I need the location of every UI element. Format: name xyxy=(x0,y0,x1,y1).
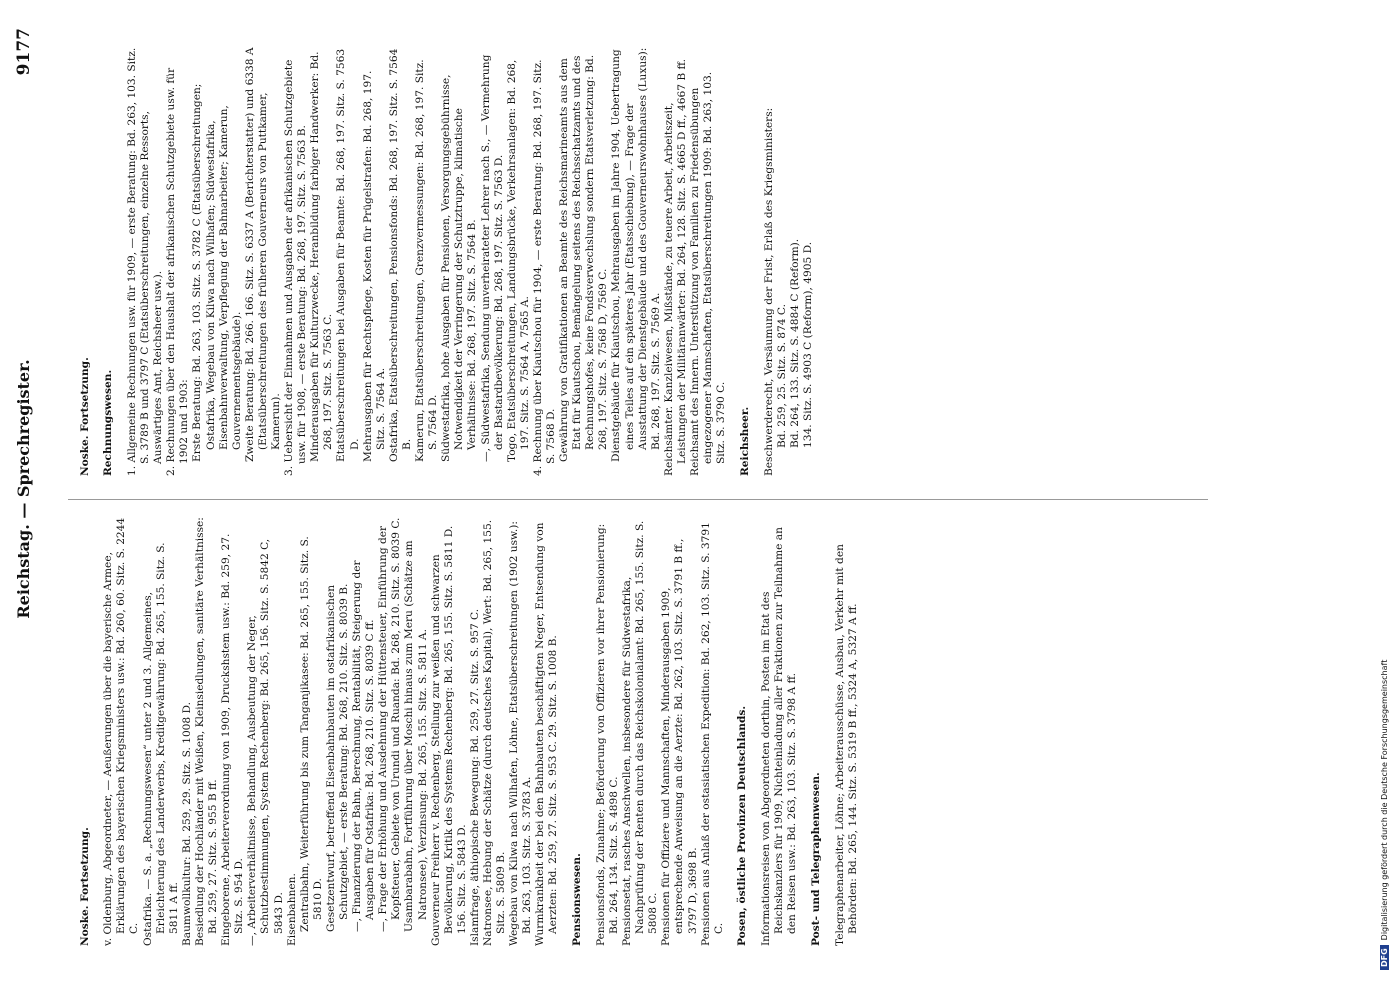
register-entry: Besiedlung der Hochländer mit Weißen, Kleinsiedlungen, sanitäre Verhältnisse: Bd. 259, 27. Sitz. S. 955 B ff. xyxy=(193,517,220,946)
page-header xyxy=(14,24,48,954)
register-entry: 1. Allgemeine Rechnungen usw. für 1909, — erste Beratung: Bd. 263, 103. Sitz. S. 3789 B und 3797 C (Etatsüberschreitungen, einzelne Ressorts, Auswärtiges Amt, Reichsheer usw.). xyxy=(125,47,165,476)
register-entry: Bd. 264, 133. Sitz. S. 4884 C (Reform). xyxy=(788,238,801,448)
register-entry: Eingeborene, Arbeiterverordnung von 1909, Druckshstem usw.: Bd. 259, 27. Sitz. S. 954 D. xyxy=(220,533,246,946)
left-column xyxy=(68,516,860,946)
register-entry: Pensionsetat, rasches Anschwellen, insbesondere für Südwestafrika, Nachprüfung der Renten durch das Reichskolonialamt: Bd. 265, 155. Sitz. S. 5808 C. xyxy=(621,520,660,946)
page-number: 9177 xyxy=(14,28,34,76)
register-entry: Baumwollkultur: Bd. 259, 29. Sitz. S. 1008 D. xyxy=(180,701,193,946)
register-entry: Kamerun, Etatsüberschreitungen, Grenzvermessungen: Bd. 268, 197. Sitz. S. 7564 D. xyxy=(414,59,440,462)
register-entry: Pensionsfonds, Zunahme; Beförderung von Offizieren vor ihrer Pensionierung: Bd. 264, 134. Sitz. S. 4898 C. xyxy=(594,523,620,946)
register-entry: Reichsamt des Innern. Unterstützung von Familien zu Friedensübungen eingezogener Mannschaften, Etatsüberschreitungen 1909: Bd. 263, 103. Sitz. S. 3790 C. xyxy=(689,71,728,476)
register-entry: —, Frage der Erhöhung und Ausdehnung der Hüttensteuer, Einführung der Kopfsteuer, Gebiete von Urundi und Ruanda: Bd. 268, 210. Sitz. S. 8039 C. xyxy=(377,517,403,932)
register-entry: Togo, Etatsüberschreitungen, Landungsbrücke, Verkehrsanlagen: Bd. 268, 197. Sitz. S. 7564 A, 7565 A. xyxy=(505,59,531,462)
credit-line xyxy=(1380,0,1394,970)
register-entry: Ostafrika. — S. a. „Rechnungswesen“ unter 2 und 3. Allgemeines, Erleichterung des Landerwerbs, Kreditgewährung: Bd. 265, 155. Sitz. S. 5811 A ff. xyxy=(141,542,180,946)
register-entry: Etatsüberschreitungen bei Ausgaben für Beamte: Bd. 268, 197. Sitz. S. 7563 D. xyxy=(335,48,361,462)
register-entry: 3. Uebersicht der Einnahmen und Ausgaben der afrikanischen Schutzgebiete usw. für 1908, — erste Beratung: Bd. 268, 197. Sitz. S. 7563 B. xyxy=(283,59,309,476)
register-entry: 4. Rechnung über Kiautschou für 1904, — erste Beratung: Bd. 268, 197. Sitz. S. 7568 D. xyxy=(531,59,557,476)
register-entry: Telegraphenarbeiter, Löhne; Arbeiterausschüsse, Ausbau, Verkehr mit den Behörden: Bd. 265, 144. Sitz. S. 5319 B ff., 5324 A, 5327 A ff. xyxy=(833,544,859,946)
register-entry: Eisenbahnen. xyxy=(285,873,298,946)
register-entry: Usambarabahn, Fortführung über Moschi hinaus zum Meru (Schätze am Natronsee), Verzinsung: Bd. 265, 155. Sitz. S. 5811 A. xyxy=(403,540,429,932)
register-entry: Mehrausgaben für Rechtspflege, Kosten für Prügelstrafen: Bd. 268, 197. Sitz. S. 7564 A. xyxy=(361,70,387,462)
page-title: Reichstag. — Sprechregister. xyxy=(14,359,33,619)
register-entry: Wegebau von Kilwa nach Wilhafen, Löhne, Etatsüberschreitungen (1902 usw.): Bd. 263, 103. Sitz. S. 3783 A. xyxy=(508,521,534,946)
register-entry: —, Finanzierung der Bahn, Berechnung, Rentabilität, Steigerung der Ausgaben für Ostafrika: Bd. 268, 210. Sitz. S. 8039 C ff. xyxy=(351,560,377,932)
register-entry: Reichsämter. Kanzleiwesen, Mißstände, zu teuere Arbeit, Arbeitszeit, Leistungen der Militäranwärter: Bd. 264, 128. Sitz. S. 4665 D ff., 4667 B ff. xyxy=(662,59,688,476)
register-entry: Beschwerderecht, Versäumung der Frist, Erlaß des Kriegsministers: xyxy=(762,107,775,476)
register-entry: —, Südwestafrika, Sendung unverheirateter Lehrer nach S., — Vermehrung der Bastardbevölkerung: Bd. 268, 197. Sitz. S. 7563 D. xyxy=(479,54,505,462)
section-heading: Post- und Telegraphenwesen. xyxy=(809,772,822,946)
register-entry: 134. Sitz. S. 4903 C (Reform), 4905 D. xyxy=(801,241,814,448)
register-entry: Erste Beratung: Bd. 263, 103. Sitz. S. 3782 C (Etatsüberschreitungen; Ostafrika, Wegebau von Kilwa nach Wilhafen; Südwestafrika, Eisenbahnverwaltung, Verpflegung der Bahnarbeiter; Kamerun, Gouvernementsgebäude). xyxy=(191,83,243,462)
register-entry: Wurmkrankheit der bei den Bahnbauten beschäftigten Neger, Entsendung von Aerzten: Bd. 259, 27. Sitz. S. 953 C. 29. Sitz. S. 1008 B. xyxy=(534,522,560,946)
register-entry: v. Oldenburg, Abgeordneter, — Aeußerungen über die bayerische Armee, Erklärungen des bayerischen Kriegsministers usw.: Bd. 260, 60. Sitz. S. 2244 C. xyxy=(102,517,141,946)
register-entry: Gewährung von Gratifikationen an Beamte des Reichsmarineamts aus dem Etat für Kiautschou, Bemängelung seitens des Reichsschatzamts und des Rechnungshofes, keine Fondsverwechslung sondern Etatsverletzung: Bd. 268, 197. Sitz. S. 7568 D, 7569 C. xyxy=(558,54,610,462)
register-entry: —, Arbeiterverhältnisse, Behandlung, Ausbeutung der Neger, Schutzbestimmungen, System Rechenberg: Bd. 265, 156. Sitz. S. 5842 C, 5843 D. xyxy=(246,538,285,946)
register-entry: Gouverneur Freiherr v. Rechenberg, Stellung zur weißen und schwarzen Bevölkerung, Kritik des Systems Rechenberg: Bd. 265, 155. Sitz. S. 5811 D. 156. Sitz. S. 5843 D. xyxy=(429,525,468,946)
register-entry: Pensionen für Offiziere und Mannschaften, Minderausgaben 1909, entsprechende Anweisung an die Aerzte: Bd. 262, 103. Sitz. S. 3791 B ff., 3797 D, 3698 B. xyxy=(660,538,699,946)
digitization-credit xyxy=(1362,0,1389,1000)
register-entry: Pensionen aus Anlaß der ostasiatischen Expedition: Bd. 262, 103. Sitz. S. 3791 C. xyxy=(699,522,725,946)
register-entry: 2. Rechnungen über den Haushalt der afrikanischen Schutzgebiete usw. für 1902 und 1903: xyxy=(165,67,191,476)
register-entry: Dienstgebäude für Kiautschou, Mehrausgaben im Jahre 1904, Uebertragung eines Teiles auf ein späteres Jahr (Etatsschiebung), — Frage der Ausstattung der Dienstgebäude und des Gouverneurswohnhauses (Luxus): Bd. 268, 197. Sitz. S. 7569 A. xyxy=(610,47,662,462)
section-heading: Posen, östliche Provinzen Deutschlands. xyxy=(736,705,749,946)
register-entry: Zentralbahn, Weiterführung bis zum Tanganjikasee: Bd. 265, 155. Sitz. S. 5810 D. xyxy=(298,536,324,932)
column-divider xyxy=(68,499,1208,500)
dfg-logo: DFG xyxy=(1380,945,1389,970)
credit-text: Digitalisierung gefördert durch die Deutsche Forschungsgemeinschaft xyxy=(1380,659,1389,941)
register-entry: Natronsee, Hebung der Schätze (durch deutsches Kapital), Wert: Bd. 265, 155. Sitz. S. 5809 B. xyxy=(482,519,508,946)
register-entry: Gesetzentwurf, betreffend Eisenbahnbauten im ostafrikanischen Schutzgebiet, — erste Beratung: Bd. 268, 210. Sitz. S. 8039 B. xyxy=(324,583,350,932)
section-heading: Reichsheer. xyxy=(738,406,751,476)
register-entry: Südwestafrika, hohe Ausgaben für Pensionen, Versorgungsgebührnisse, Notwendigkeit der Verringerung der Schutztruppe, klimatische Verhältnisse: Bd. 268, 197. Sitz. S. 7564 B. xyxy=(440,74,479,462)
register-entry: Zweite Beratung: Bd. 266. 166. Sitz. S. 6337 A (Berichterstatter) und 6338 A (Etatsüberschreitungen des früheren Gouverneurs von Puttkamer, Kamerun). xyxy=(243,47,282,462)
register-entry: Minderausgaben für Kulturzwecke, Heranbildung farbiger Handwerker: Bd. 268, 197. Sitz. S. 7563 C. xyxy=(309,51,335,462)
right-column xyxy=(68,46,815,476)
register-entry: Islamfrage, äthiopische Bewegung: Bd. 259, 27. Sitz. S. 957 C. xyxy=(468,608,481,946)
register-entry: Bd. 259, 25. Sitz. S. 874 C. xyxy=(775,304,788,448)
section-heading: Noske. Fortsetzung. xyxy=(78,827,91,946)
section-heading: Noske. Fortsetzung. xyxy=(78,357,91,476)
section-heading: Rechnungswesen. xyxy=(102,369,115,476)
register-entry: Ostafrika, Etatsüberschreitungen, Pensionsfonds: Bd. 268, 197. Sitz. S. 7564 B. xyxy=(387,48,413,462)
register-entry: Informationsreisen von Abgeordneten dorthin, Posten im Etat des Reichskanzlers für 1909, Nichteinladung aller Fraktionen zur Teilnahme an den Reisen usw.: Bd. 263, 103. Sitz. S. 3798 A ff. xyxy=(760,527,799,946)
section-heading: Pensionswesen. xyxy=(571,853,584,946)
